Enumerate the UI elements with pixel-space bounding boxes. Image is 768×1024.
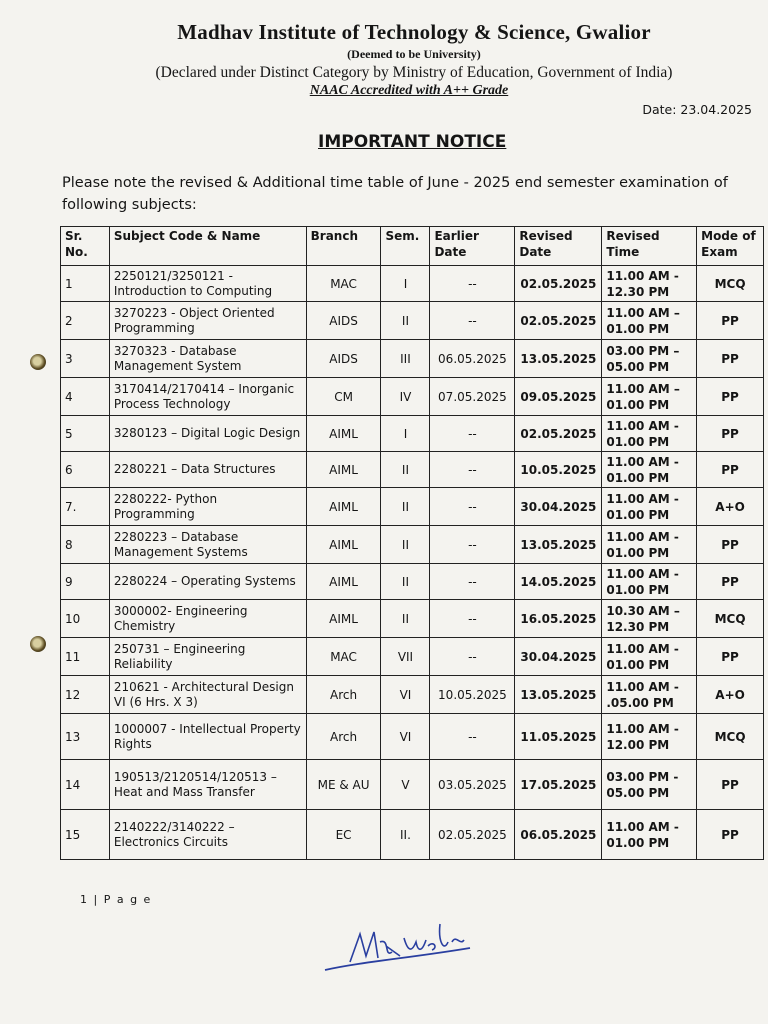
revised-time-cell: 11.00 AM – 01.00 PM — [602, 378, 697, 416]
sr-cell: 15 — [61, 810, 110, 860]
revised-date-cell: 09.05.2025 — [515, 378, 602, 416]
punch-hole-bottom — [30, 636, 46, 652]
table-row — [61, 810, 764, 860]
subject-cell: 250731 – Engineering Reliability — [109, 638, 306, 676]
subject-cell: 2280222- Python Programming — [109, 488, 306, 526]
table-row — [61, 760, 764, 810]
mode-cell: MCQ — [697, 714, 764, 760]
branch-cell: ME & AU — [306, 760, 381, 810]
subject-cell: 3270323 - Database Management System — [109, 340, 306, 378]
table-row — [61, 378, 764, 416]
table-row — [61, 564, 764, 600]
revised-date-cell: 16.05.2025 — [515, 600, 602, 638]
sr-cell: 10 — [61, 600, 110, 638]
sr-cell: 4 — [61, 378, 110, 416]
table-row — [61, 340, 764, 378]
mode-cell: PP — [697, 416, 764, 452]
branch-cell: AIML — [306, 600, 381, 638]
branch-cell: AIML — [306, 488, 381, 526]
earlier-date-cell: 10.05.2025 — [430, 676, 515, 714]
deemed-line: (Deemed to be University) — [347, 47, 481, 61]
earlier-date-cell: 02.05.2025 — [430, 810, 515, 860]
earlier-date-cell: -- — [430, 638, 515, 676]
revised-time-cell: 11.00 AM - 12.30 PM — [602, 266, 697, 302]
earlier-date-cell: 03.05.2025 — [430, 760, 515, 810]
sr-cell: 1 — [61, 266, 110, 302]
revised-date-cell: 02.05.2025 — [515, 266, 602, 302]
mode-cell: A+O — [697, 676, 764, 714]
sem-cell: IV — [381, 378, 430, 416]
table-row — [61, 416, 764, 452]
subject-cell: 3000002- Engineering Chemistry — [109, 600, 306, 638]
revised-time-cell: 11.00 AM - 01.00 PM — [602, 526, 697, 564]
sem-cell: II — [381, 488, 430, 526]
revised-time-cell: 03.00 PM – 05.00 PM — [602, 340, 697, 378]
letterhead — [0, 20, 768, 99]
sr-cell: 11 — [61, 638, 110, 676]
subject-cell: 3270223 - Object Oriented Programming — [109, 302, 306, 340]
revised-time-cell: 11.00 AM - 01.00 PM — [602, 452, 697, 488]
earlier-date-cell: -- — [430, 488, 515, 526]
subject-cell: 2140222/3140222 – Electronics Circuits — [109, 810, 306, 860]
branch-cell: Arch — [306, 714, 381, 760]
sem-cell: I — [381, 416, 430, 452]
sr-cell: 5 — [61, 416, 110, 452]
sem-cell: III — [381, 340, 430, 378]
mode-cell: PP — [697, 760, 764, 810]
branch-cell: EC — [306, 810, 381, 860]
header-earlier-date: Earlier Date — [430, 227, 515, 266]
table-row — [61, 488, 764, 526]
mode-cell: PP — [697, 564, 764, 600]
naac-line: NAAC Accredited with A++ Grade — [309, 83, 509, 98]
declared-line: (Declared under Distinct Category by Ministry of Education, Government of India) — [155, 64, 673, 81]
sem-cell: II — [381, 302, 430, 340]
header-revised-time: Revised Time — [602, 227, 697, 266]
exam-timetable — [60, 226, 764, 860]
table-row — [61, 676, 764, 714]
sem-cell: II — [381, 564, 430, 600]
revised-date-cell: 13.05.2025 — [515, 340, 602, 378]
header-subject: Subject Code & Name — [109, 227, 306, 266]
header-sr: Sr. No. — [61, 227, 110, 266]
branch-cell: AIML — [306, 416, 381, 452]
table-row — [61, 452, 764, 488]
revised-date-cell: 06.05.2025 — [515, 810, 602, 860]
branch-cell: AIML — [306, 452, 381, 488]
earlier-date-cell: -- — [430, 266, 515, 302]
revised-date-cell: 11.05.2025 — [515, 714, 602, 760]
earlier-date-cell: -- — [430, 302, 515, 340]
table-row — [61, 600, 764, 638]
earlier-date-cell: -- — [430, 416, 515, 452]
revised-time-cell: 11.00 AM - 01.00 PM — [602, 638, 697, 676]
sem-cell: II — [381, 526, 430, 564]
revised-time-cell: 11.00 AM - 01.00 PM — [602, 810, 697, 860]
table-row — [61, 266, 764, 302]
subject-cell: 190513/2120514/120513 – Heat and Mass Transfer — [109, 760, 306, 810]
branch-cell: AIDS — [306, 302, 381, 340]
notice-date: Date: 23.04.2025 — [642, 102, 752, 117]
sem-cell: I — [381, 266, 430, 302]
sr-cell: 8 — [61, 526, 110, 564]
branch-cell: Arch — [306, 676, 381, 714]
branch-cell: MAC — [306, 638, 381, 676]
mode-cell: PP — [697, 526, 764, 564]
revised-time-cell: 11.00 AM - 01.00 PM — [602, 416, 697, 452]
notice-title: IMPORTANT NOTICE — [318, 132, 507, 152]
mode-cell: PP — [697, 452, 764, 488]
mode-cell: MCQ — [697, 600, 764, 638]
table-row — [61, 302, 764, 340]
revised-date-cell: 14.05.2025 — [515, 564, 602, 600]
sem-cell: V — [381, 760, 430, 810]
sem-cell: II. — [381, 810, 430, 860]
header-sem: Sem. — [381, 227, 430, 266]
earlier-date-cell: 07.05.2025 — [430, 378, 515, 416]
mode-cell: A+O — [697, 488, 764, 526]
revised-date-cell: 10.05.2025 — [515, 452, 602, 488]
revised-date-cell: 13.05.2025 — [515, 676, 602, 714]
mode-cell: PP — [697, 340, 764, 378]
subject-cell: 1000007 - Intellectual Property Rights — [109, 714, 306, 760]
sem-cell: VII — [381, 638, 430, 676]
header-branch: Branch — [306, 227, 381, 266]
revised-date-cell: 02.05.2025 — [515, 302, 602, 340]
revised-time-cell: 11.00 AM - 12.00 PM — [602, 714, 697, 760]
subject-cell: 2280221 – Data Structures — [109, 452, 306, 488]
mode-cell: PP — [697, 378, 764, 416]
revised-time-cell: 03.00 PM - 05.00 PM — [602, 760, 697, 810]
sem-cell: VI — [381, 714, 430, 760]
earlier-date-cell: -- — [430, 564, 515, 600]
earlier-date-cell: -- — [430, 600, 515, 638]
revised-time-cell: 11.00 AM - 01.00 PM — [602, 564, 697, 600]
sr-cell: 7. — [61, 488, 110, 526]
revised-date-cell: 17.05.2025 — [515, 760, 602, 810]
sr-cell: 14 — [61, 760, 110, 810]
subject-cell: 3280123 – Digital Logic Design — [109, 416, 306, 452]
revised-time-cell: 11.00 AM - 01.00 PM — [602, 488, 697, 526]
earlier-date-cell: -- — [430, 714, 515, 760]
page-number: 1 | P a g e — [80, 893, 152, 906]
sr-cell: 6 — [61, 452, 110, 488]
mode-cell: PP — [697, 638, 764, 676]
sem-cell: II — [381, 600, 430, 638]
signature-image — [320, 912, 490, 982]
revised-time-cell: 11.00 AM - .05.00 PM — [602, 676, 697, 714]
sr-cell: 2 — [61, 302, 110, 340]
branch-cell: AIML — [306, 564, 381, 600]
table-row — [61, 714, 764, 760]
subject-cell: 2280224 – Operating Systems — [109, 564, 306, 600]
sr-cell: 3 — [61, 340, 110, 378]
header-revised-date: Revised Date — [515, 227, 602, 266]
revised-date-cell: 30.04.2025 — [515, 638, 602, 676]
sr-cell: 12 — [61, 676, 110, 714]
earlier-date-cell: 06.05.2025 — [430, 340, 515, 378]
subject-cell: 210621 - Architectural Design VI (6 Hrs. X 3) — [109, 676, 306, 714]
header-mode: Mode of Exam — [697, 227, 764, 266]
mode-cell: PP — [697, 810, 764, 860]
mode-cell: PP — [697, 302, 764, 340]
branch-cell: AIML — [306, 526, 381, 564]
sem-cell: VI — [381, 676, 430, 714]
subject-cell: 2250121/3250121 - Introduction to Computing — [109, 266, 306, 302]
table-header-row — [61, 227, 764, 266]
institute-name: Madhav Institute of Technology & Science, Gwalior — [177, 20, 651, 44]
table-row — [61, 638, 764, 676]
branch-cell: CM — [306, 378, 381, 416]
branch-cell: MAC — [306, 266, 381, 302]
sr-cell: 9 — [61, 564, 110, 600]
revised-date-cell: 13.05.2025 — [515, 526, 602, 564]
earlier-date-cell: -- — [430, 452, 515, 488]
notice-intro: Please note the revised & Additional time table of June - 2025 end semester examination of following subjects: — [62, 175, 728, 213]
branch-cell: AIDS — [306, 340, 381, 378]
subject-cell: 2280223 – Database Management Systems — [109, 526, 306, 564]
earlier-date-cell: -- — [430, 526, 515, 564]
table-row — [61, 526, 764, 564]
revised-time-cell: 11.00 AM – 01.00 PM — [602, 302, 697, 340]
subject-cell: 3170414/2170414 – Inorganic Process Technology — [109, 378, 306, 416]
punch-hole-top — [30, 354, 46, 370]
revised-time-cell: 10.30 AM – 12.30 PM — [602, 600, 697, 638]
sr-cell: 13 — [61, 714, 110, 760]
mode-cell: MCQ — [697, 266, 764, 302]
sem-cell: II — [381, 452, 430, 488]
revised-date-cell: 30.04.2025 — [515, 488, 602, 526]
revised-date-cell: 02.05.2025 — [515, 416, 602, 452]
